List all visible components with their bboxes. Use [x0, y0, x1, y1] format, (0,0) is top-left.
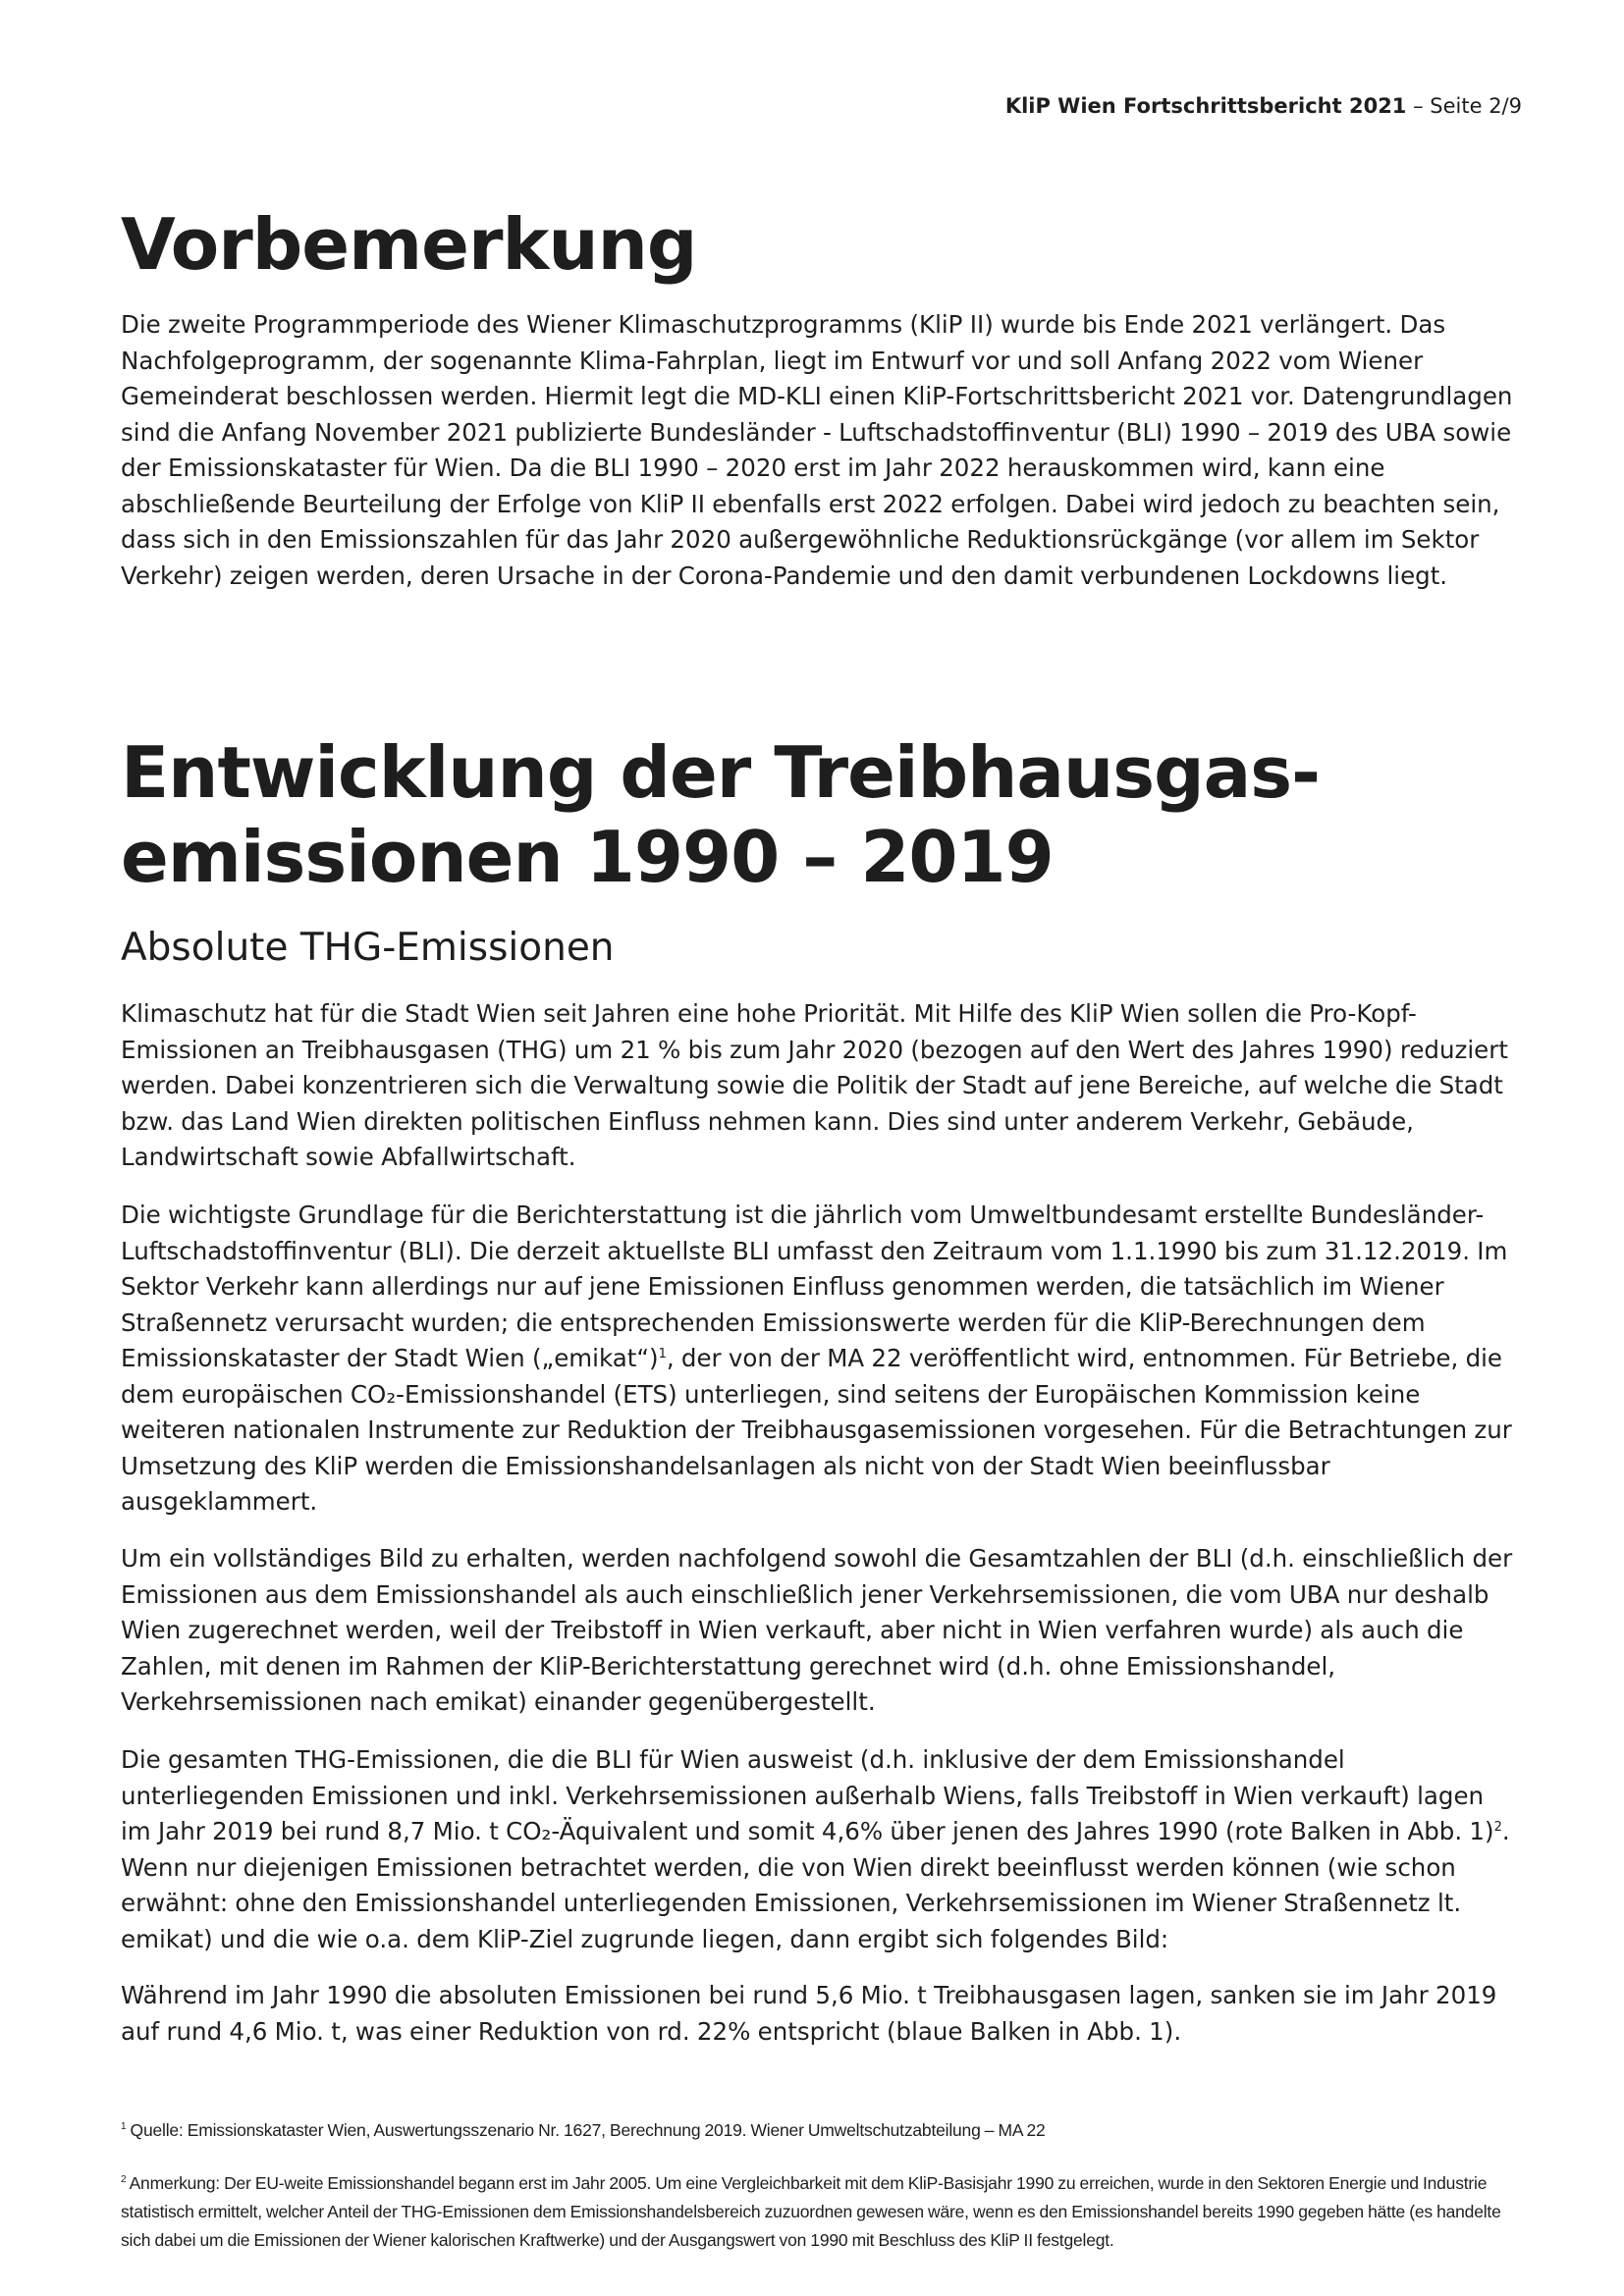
footnote-2-mark: 2 [121, 2174, 127, 2186]
body-paragraph-4-part2: . Wenn nur diejenigen Emissionen betrachtet werden, die von Wien direkt beeinflusst werden können (wie schon erwähnt: ohne den Emissionshandel unterliegenden Emissionen, Verkehrsemissionen im Wiener Straßennetz lt. emikat) und die wie o.a. dem KliP-Ziel zugrunde liegen, dann ergibt sich folgendes Bild: [121, 1817, 1510, 1953]
paragraph-vorbemerkung: Die zweite Programmperiode des Wiener Klimaschutzprogramms (KliP II) wurde bis Ende 2021 verlängert. Das Nachfolgeprogramm, der sogenannte Klima-Fahrplan, liegt im Entwurf vor und soll Anfang 2022 vom Wiener Gemeinderat beschlossen werden. Hiermit legt die MD-KLI einen KliP-Fortschrittsbericht 2021 vor. Datengrundlagen sind die Anfang November 2021 publizierte Bundesländer - Luftschadstoffinventur (BLI) 1990 – 2019 des UBA sowie der Emissionskataster für Wien. Da die BLI 1990 – 2020 erst im Jahr 2022 herauskommen wird, kann eine abschließende Beurteilung der Erfolge von KliP II ebenfalls erst 2022 erfolgen. Dabei wird jedoch zu beachten sein, dass sich in den Emissionszahlen für das Jahr 2020 außergewöhnliche Reduktionsrückgänge (vor allem im Sektor Verkehr) zeigen werden, deren Ursache in der Corona-Pandemie und den damit verbundenen Lockdowns liegt. [121, 310, 1513, 590]
footnote-2 [121, 2169, 1515, 2255]
body-paragraph-4-block [121, 1742, 1515, 1957]
footnote-2-body: Anmerkung: Der EU-weite Emissionshandel begann erst im Jahr 2005. Um eine Vergleichbarkeit mit dem KliP-Basisjahr 1990 zu erreichen, wurde in den Sektoren Energie und Industrie statistisch ermittelt, welcher Anteil der THG-Emissionen dem Emissionshandelsbereich zuzuordnen gewesen wäre, wenn es den Emissionshandel bereits 1990 gegeben hätte (es handelte sich dabei um die Emissionen der Wiener kalorischen Kraftwerke) und der Ausgangswert von 1990 mit Beschluss des KliP II festgelegt. [121, 2173, 1501, 2250]
footnote-1-mark: 1 [121, 2121, 127, 2133]
section-vorbemerkung [121, 202, 1515, 287]
footnote-2-text [121, 2169, 1515, 2255]
body-paragraph-3: Um ein vollständiges Bild zu erhalten, werden nachfolgend sowohl die Gesamtzahlen der BLI (d.h. einschließlich der Emissionen aus dem Emissionshandel als auch einschließlich jener Verkehrsemissionen, die vom UBA nur deshalb Wien zugerechnet werden, weil der Treibstoff in Wien verkauft, aber nicht in Wien verfahren wurde) als auch die Zahlen, mit denen im Rahmen der KliP-Berichterstattung gerechnet wird (d.h. ohne Emissionshandel, Verkehrsemissionen nach emikat) einander gegenübergestellt. [121, 1544, 1513, 1716]
body-paragraph-1: Klimaschutz hat für die Stadt Wien seit Jahren eine hohe Priorität. Mit Hilfe des KliP Wien sollen die Pro-Kopf-Emissionen an Treibhausgasen (THG) um 21 % bis zum Jahr 2020 (bezogen auf den Wert des Jahres 1990) reduziert werden. Dabei konzentrieren sich die Verwaltung sowie die Politik der Stadt auf jene Bereiche, auf welche die Stadt bzw. das Land Wien direkten politischen Einfluss nehmen kann. Dies sind unter anderem Verkehr, Gebäude, Landwirtschaft sowie Abfallwirtschaft. [121, 999, 1508, 1171]
body-paragraph-5-block [121, 1978, 1515, 2050]
body-paragraph-3-block [121, 1541, 1515, 1721]
body-paragraph-4 [121, 1742, 1515, 1957]
section-title-line2: emissionen 1990 – 2019 [121, 816, 1054, 898]
subsection-title: Absolute THG-Emissionen [121, 926, 615, 970]
document-title: KliP Wien Fortschrittsbericht 2021 [1004, 94, 1407, 118]
page-number: Seite 2/9 [1430, 94, 1522, 118]
body-paragraph-5: Während im Jahr 1990 die absoluten Emissionen bei rund 5,6 Mio. t Treibhausgasen lagen, sanken sie im Jahr 2019 auf rund 4,6 Mio. t, was einer Reduktion von rd. 22% entspricht (blaue Balken in Abb. 1). [121, 1981, 1497, 2046]
section-title-vorbemerkung: Vorbemerkung [121, 203, 697, 286]
body-paragraph-4-part1: Die gesamten THG-Emissionen, die die BLI für Wien ausweist (d.h. inklusive der dem Emissionshandel unterliegenden Emissionen und inkl. Verkehrsemissionen außerhalb Wiens, falls Treibstoff in Wien verkauft) lagen im Jahr 2019 bei rund 8,7 Mio. t CO₂-Äquivalent und somit 4,6% über jenen des Jahres 1990 (rote Balken in Abb. 1) [121, 1745, 1494, 1845]
section-entwicklung-heading [121, 730, 1515, 899]
footnote-1-body: Quelle: Emissionskataster Wien, Auswertungsszenario Nr. 1627, Berechnung 2019. Wiener Umweltschutzabteilung – MA 22 [126, 2120, 1046, 2140]
footnote-ref-2[interactable]: 2 [1493, 1819, 1502, 1835]
body-paragraph-2-part1: Die wichtigste Grundlage für die Berichterstattung ist die jährlich vom Umweltbundesamt erstellte Bundesländer- Luftschadstoffinventur (BLI). Die derzeit aktuellste BLI umfasst den Zeitraum vom 1.1.1990 bis zum 31.12.2019. Im Sektor Verkehr kann allerdings nur auf jene Emissionen Einfluss genommen werden, die tatsächlich im Wiener Straßennetz verursacht wurden; die entsprechenden Emissionswerte werden für die KliP-Berechnungen dem Emissionskataster der Stadt Wien („emikat“) [121, 1201, 1508, 1372]
subsection-heading [121, 923, 1515, 974]
body-paragraph-2-block [121, 1198, 1515, 1521]
body-paragraph-2 [121, 1198, 1515, 1521]
header-separator: – [1406, 94, 1431, 118]
footnote-1-text [121, 2116, 1515, 2145]
footnote-ref-1[interactable]: 1 [658, 1346, 667, 1362]
section-title-line1: Entwicklung der Treibhausgas- [121, 731, 1320, 814]
footnote-1 [121, 2116, 1515, 2145]
section-vorbemerkung-body [121, 307, 1515, 594]
body-paragraph-1-block [121, 996, 1515, 1176]
page-header [1005, 94, 1522, 118]
body-paragraph-2-part2: , der von der MA 22 veröffentlicht wird, entnommen. Für Betriebe, die dem europäischen CO₂-Emissionshandel (ETS) unterliegen, sind seitens der Europäischen Kommission keine weiteren nationalen Instrumente zur Reduktion der Treibhausgasemissionen vorgesehen. Für die Betrachtungen zur Umsetzung des KliP werden die Emissionshandelsanlagen als nicht von der Stadt Wien beeinflussbar ausgeklammert. [121, 1344, 1512, 1516]
